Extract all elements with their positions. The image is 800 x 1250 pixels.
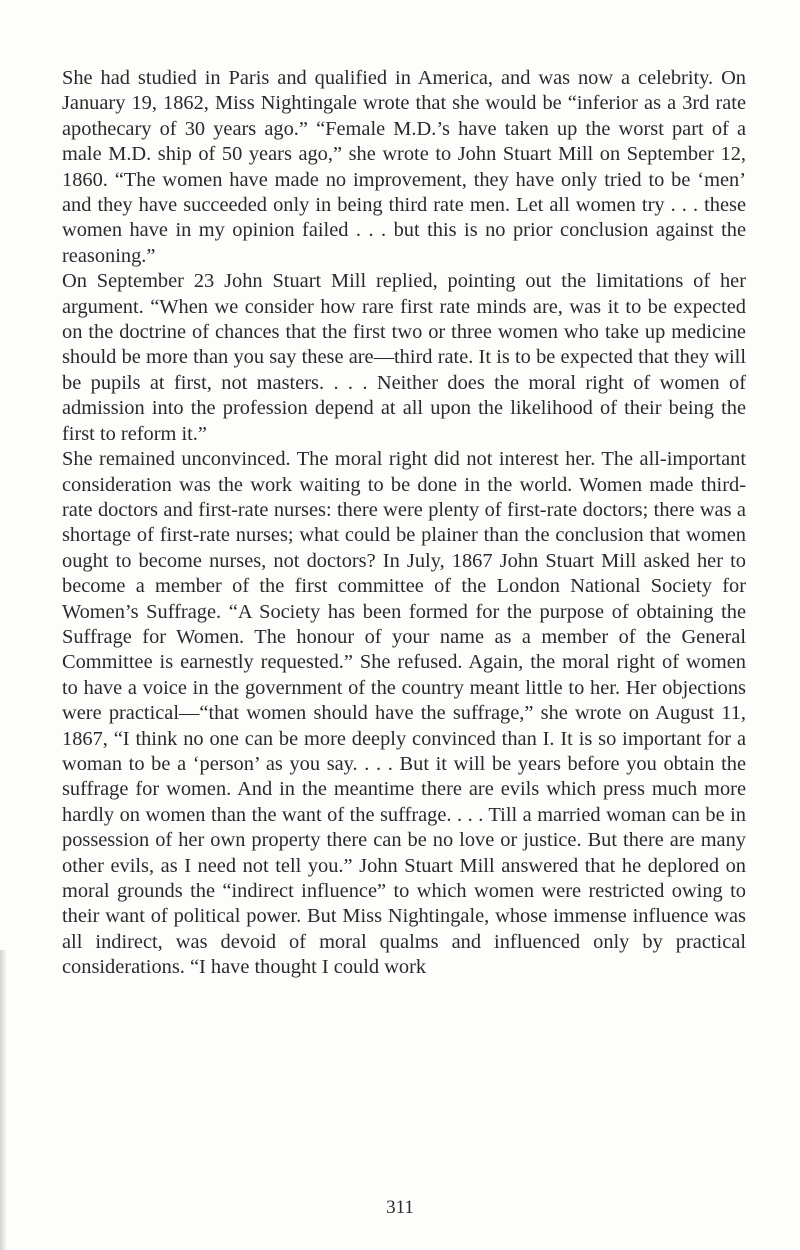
paragraph-3: She remained unconvinced. The moral right did not interest her. The all-important consideration was the work waiting to be done in the world. Women made third-rate doctors and first-rate nurses: there were plenty of first-rate doctors; there was a shortage of first-rate nurses; what could be plainer than the conclusion that women ought to become nurses, not doctors? In July, 1867 John Stuart Mill asked her to become a member of the first committee of the London National Society for Women’s Suffrage. “A Society has been formed for the purpose of obtaining the Suffrage for Women. The honour of your name as a member of the General Committee is earnestly requested.” She refused. Again, the moral right of women to have a voice in the government of the country meant little to her. Her objections were practical—“that women should have the suffrage,” she wrote on August 11, 1867, “I think no one can be more deeply convinced than I. It is so important for a woman to be a ‘person’ as you say. . . . But it will be years before you obtain the suffrage for women. And in the meantime there are evils which press much more hardly on women than the want of the suffrage. . . . Till a married woman can be in possession of her own property there can be no love or justice. But there are many other evils, as I need not tell you.” John Stuart Mill answered that he deplored on moral grounds the “indirect influence” to which women were restricted owing to their want of political power. But Miss Nightingale, whose immense influence was all indirect, was devoid of moral qualms and influenced only by practical considerations. “I have thought I could work bbox=[62, 448, 746, 979]
page-number: 311 bbox=[386, 1197, 414, 1218]
paragraph-1: She had studied in Paris and qualified in America, and was now a celebrity. On January 19, 1862, Miss Nightingale wrote that she would be “inferior as a 3rd rate apothecary of 30 years ago.” “Female M.D.’s have taken up the worst part of a male M.D. ship of 50 years ago,” she wrote to John Stuart Mill on September 12, 1860. “The women have made no improvement, they have only tried to be ‘men’ and they have succeeded only in being third rate men. Let all women try . . . these women have in my opinion failed . . . but this is no prior conclusion against the reasoning.” bbox=[62, 67, 746, 267]
body-text bbox=[62, 66, 746, 981]
scan-shadow-edge bbox=[0, 950, 7, 1250]
paragraph-2: On September 23 John Stuart Mill replied, pointing out the limitations of her argument. “When we consider how rare first rate minds are, was it to be expected on the doctrine of chances that the first two or three women who take up medicine should be more than you say these are—third rate. It is to be expected that they will be pupils at first, not masters. . . . Neither does the moral right of women of admission into the profession depend at all upon the likelihood of their being the first to reform it.” bbox=[62, 270, 746, 445]
